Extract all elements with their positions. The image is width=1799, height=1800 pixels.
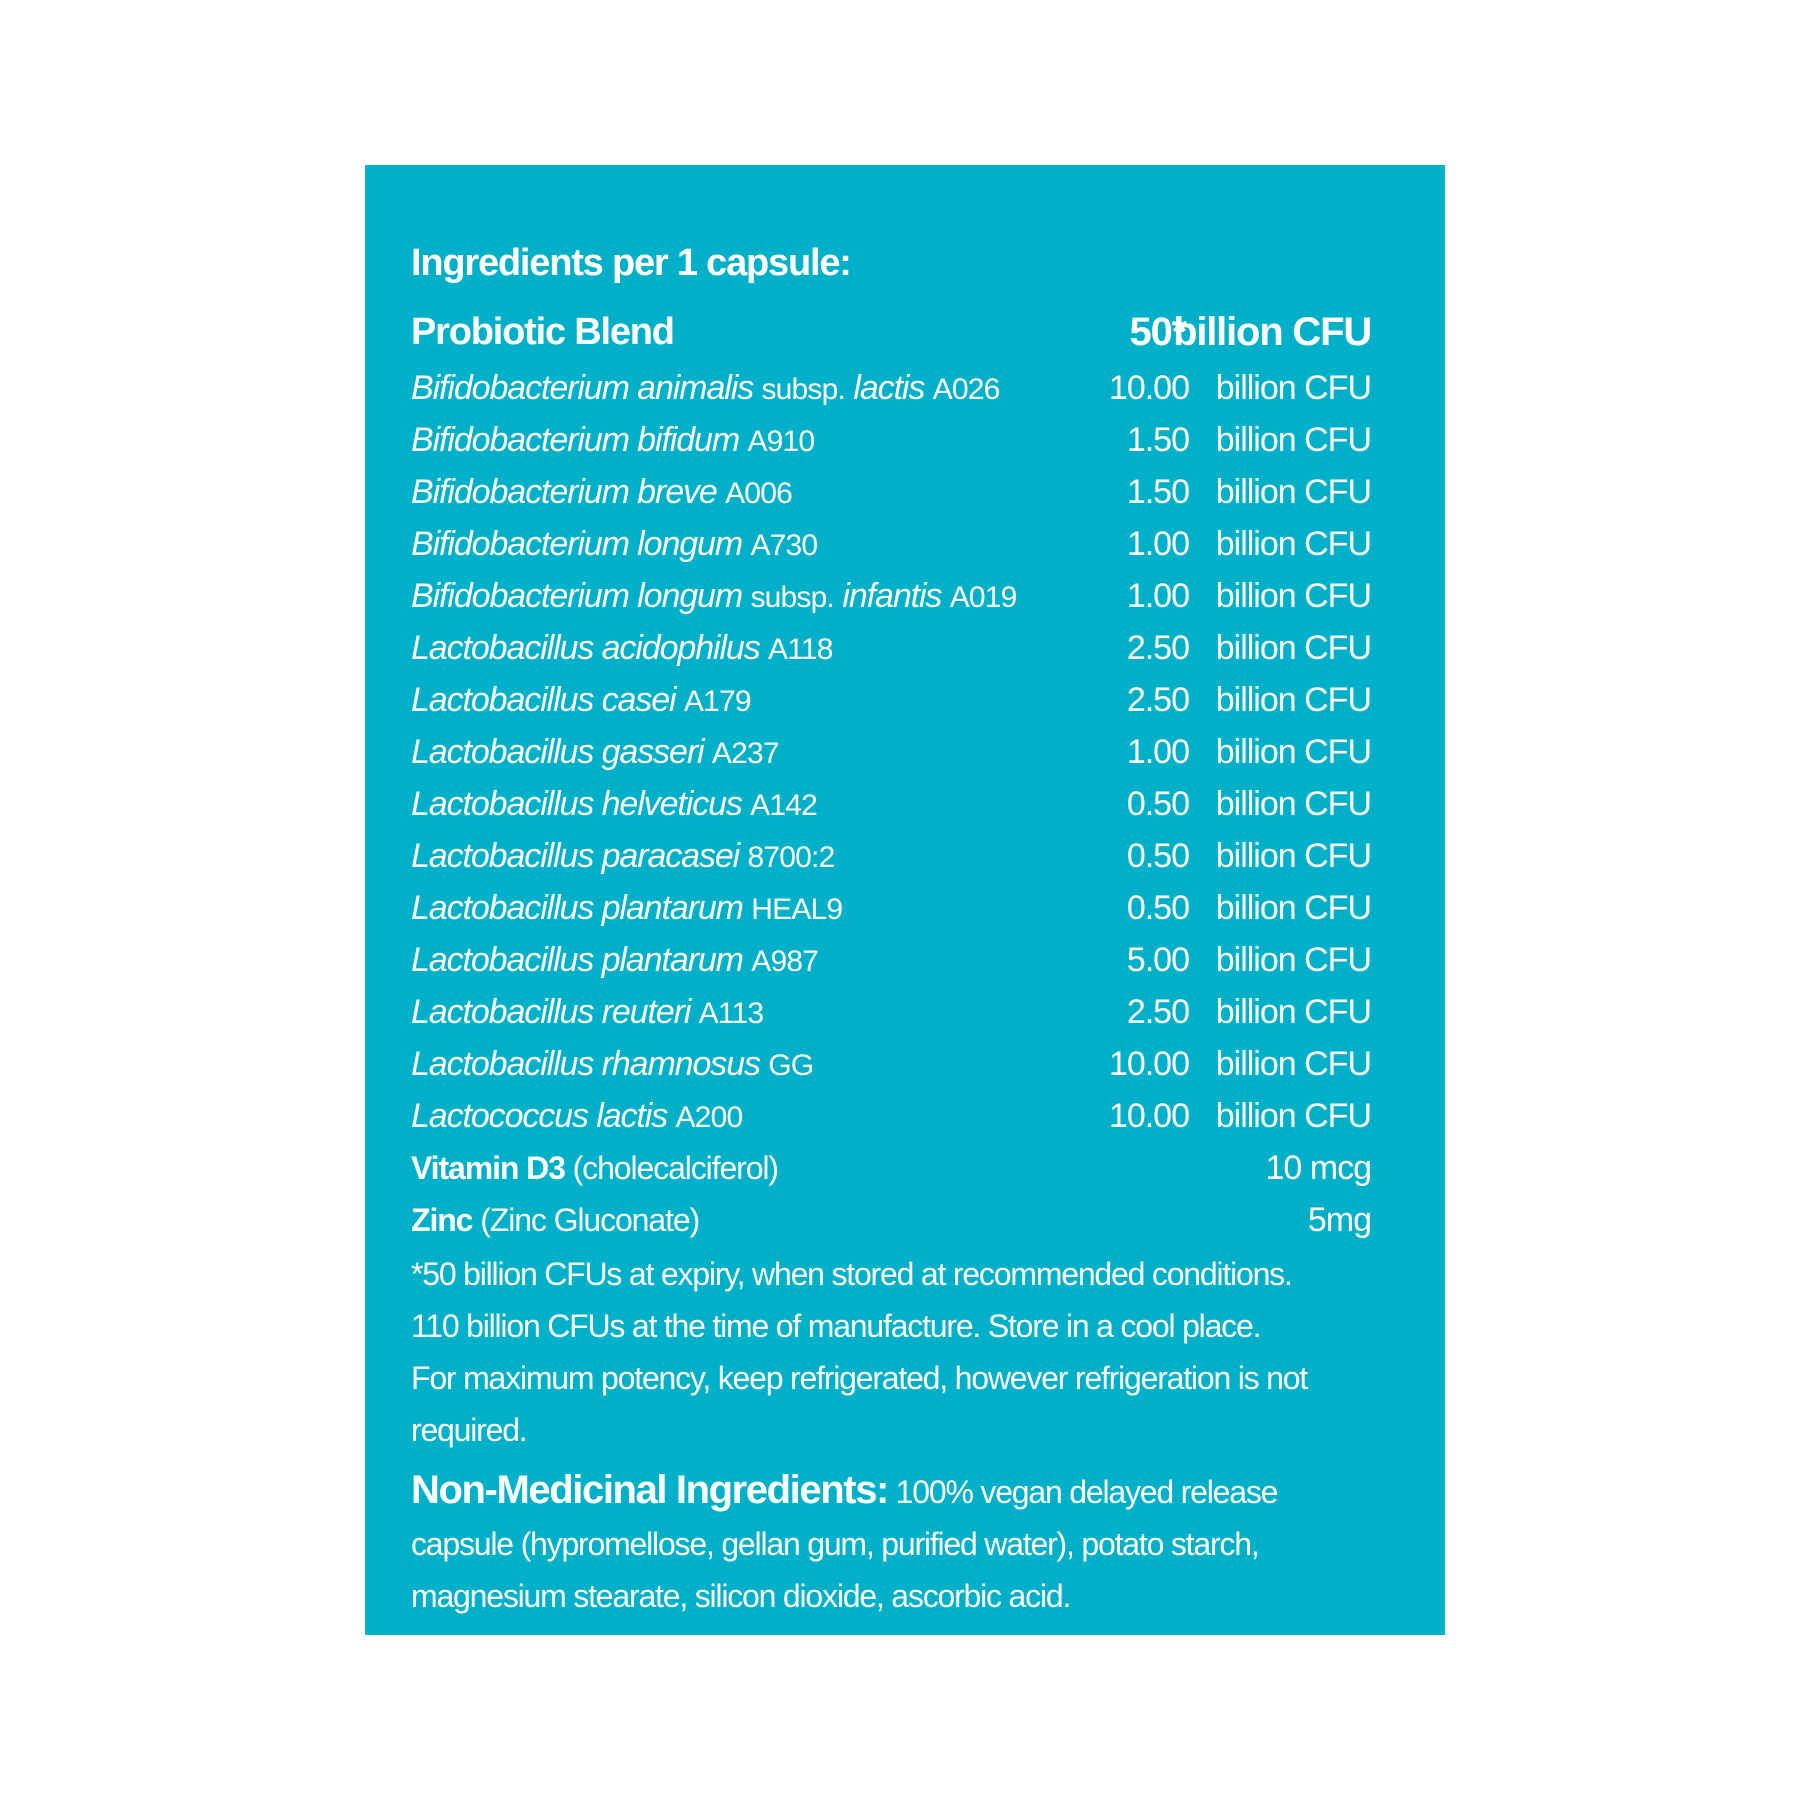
strain-amount: 1.50 [1126,421,1189,459]
strain-unit: billion CFU [1215,837,1371,875]
strain-species: Lactobacillus reuteri [411,993,691,1031]
strain-name [411,466,792,520]
strain-unit: billion CFU [1215,1097,1371,1135]
strain-species: Bifidobacterium animalis [411,369,754,407]
nutrient-name-line [411,1142,778,1194]
strain-code: A730 [750,529,818,562]
strain-unit: billion CFU [1215,577,1371,615]
strain-unit: billion CFU [1215,785,1371,823]
strain-amount: 1.00 [1126,733,1189,771]
strain-unit: billion CFU [1215,993,1371,1031]
strain-name [411,362,1000,416]
strain-species: Lactobacillus plantarum [411,889,743,927]
strain-row [411,778,1371,830]
strain-row [411,414,1371,466]
strain-name [411,934,818,988]
strain-row [411,1090,1371,1142]
nutrient-amount: 5mg [1307,1201,1371,1239]
strain-amount: 2.50 [1126,993,1189,1031]
ingredients-heading: Ingredients per 1 capsule: [411,242,851,284]
strain-species: Bifidobacterium bifidum [411,421,740,459]
strain-row [411,362,1371,414]
strain-code: A113 [698,997,764,1030]
strain-code: A006 [725,477,792,510]
strain-species: Bifidobacterium longum [411,525,743,563]
strain-row [411,726,1371,778]
strain-name [411,570,1017,624]
strain-name [411,622,833,676]
strain-amount: 10.00 [1108,1097,1189,1135]
strain-amount: 1.50 [1126,473,1189,511]
strain-name [411,1090,742,1144]
strain-row [411,934,1371,986]
non-medicinal-text: 100% vegan delayed release capsule (hypromellose, gellan gum, purified water), potato starch, magnesium stearate, silicon dioxide, ascorbic acid. [411,1474,1278,1614]
strain-row [411,622,1371,674]
nutrient-amount: 10 mcg [1265,1149,1371,1187]
strain-row [411,466,1371,518]
strain-unit: billion CFU [1215,1045,1371,1083]
strain-code: A910 [747,425,815,458]
strain-name [411,674,751,728]
strain-amount: 0.50 [1126,785,1189,823]
probiotic-blend-name: Probiotic Blend [411,311,674,353]
nutrient-source: (Zinc Gluconate) [480,1202,700,1238]
strain-subspecies: infantis [842,577,942,615]
strain-subspecies: lactis [853,369,925,407]
strain-name [411,830,834,884]
strain-amount: 1.00 [1126,577,1189,615]
strain-qualifier: subsp. [761,373,846,406]
strain-row [411,518,1371,570]
strain-species: Bifidobacterium longum [411,577,743,615]
strain-species: Lactobacillus gasseri [411,733,704,771]
strain-unit: billion CFU [1215,941,1371,979]
strain-unit: billion CFU [1215,681,1371,719]
strain-unit: billion CFU [1215,629,1371,667]
strain-amount: 10.00 [1108,369,1189,407]
strain-species: Lactobacillus helveticus [411,785,742,823]
strain-code: A200 [675,1101,743,1134]
strain-unit: billion CFU [1215,525,1371,563]
strain-amount: 1.00 [1126,525,1189,563]
non-medicinal-ingredients [411,1464,1311,1622]
strain-code: A179 [683,685,751,718]
strain-row [411,830,1371,882]
strain-amount: 5.00 [1126,941,1189,979]
strain-species: Lactobacillus plantarum [411,941,743,979]
strain-code: A987 [751,945,819,978]
strain-row [411,882,1371,934]
strain-species: Lactobacillus rhamnosus [411,1045,760,1083]
nutrient-name: Vitamin D3 [411,1150,565,1186]
strain-amount: 2.50 [1126,629,1189,667]
strain-amount: 0.50 [1126,837,1189,875]
strain-row [411,570,1371,622]
strain-species: Lactococcus lactis [411,1097,668,1135]
probiotic-blend-unit: billion CFU [1173,310,1371,354]
nutrient-row [411,1194,1371,1246]
strain-row [411,1038,1371,1090]
strain-amount: 0.50 [1126,889,1189,927]
strain-code: A237 [711,737,779,770]
strain-amount: 2.50 [1126,681,1189,719]
nutrient-row [411,1142,1371,1194]
strain-species: Lactobacillus casei [411,681,676,719]
strain-species: Bifidobacterium breve [411,473,717,511]
strain-name [411,778,817,832]
strain-list [411,362,1371,1142]
strain-code: 8700:2 [747,841,835,874]
strain-qualifier: subsp. [750,581,835,614]
probiotic-blend-amount: 50* [1129,310,1186,354]
strain-unit: billion CFU [1215,421,1371,459]
strain-species: Lactobacillus paracasei [411,837,740,875]
nutrient-name-line [411,1194,699,1246]
ingredients-panel [365,165,1445,1635]
strain-name [411,726,779,780]
strain-row [411,674,1371,726]
strain-name [411,1038,813,1092]
strain-unit: billion CFU [1215,473,1371,511]
strain-code: HEAL9 [751,893,843,926]
strain-unit: billion CFU [1215,889,1371,927]
strain-name [411,882,842,936]
ingredients-content [411,240,1371,1622]
strain-unit: billion CFU [1215,369,1371,407]
strain-code: A142 [750,789,818,822]
strain-row [411,986,1371,1038]
nutrient-name: Zinc [411,1202,473,1238]
strain-code: A026 [932,373,1000,406]
strain-amount: 10.00 [1108,1045,1189,1083]
strain-name [411,986,763,1040]
strain-code: A118 [768,633,833,666]
strain-code: GG [768,1049,814,1082]
strain-unit: billion CFU [1215,733,1371,771]
strain-name [411,414,814,468]
probiotic-blend-row [411,302,1371,362]
strain-name [411,518,817,572]
non-medicinal-label: Non-Medicinal Ingredients: [411,1468,888,1512]
nutrient-source: (cholecalciferol) [572,1150,778,1186]
strain-code: A019 [949,581,1017,614]
storage-footnote: *50 billion CFUs at expiry, when stored at recommended conditions. 110 billion CFUs at the time of manufacture. Store in a cool place. For maximum potency, keep refrigerated, however refrigeration is not required. [411,1256,1308,1448]
strain-species: Lactobacillus acidophilus [411,629,760,667]
